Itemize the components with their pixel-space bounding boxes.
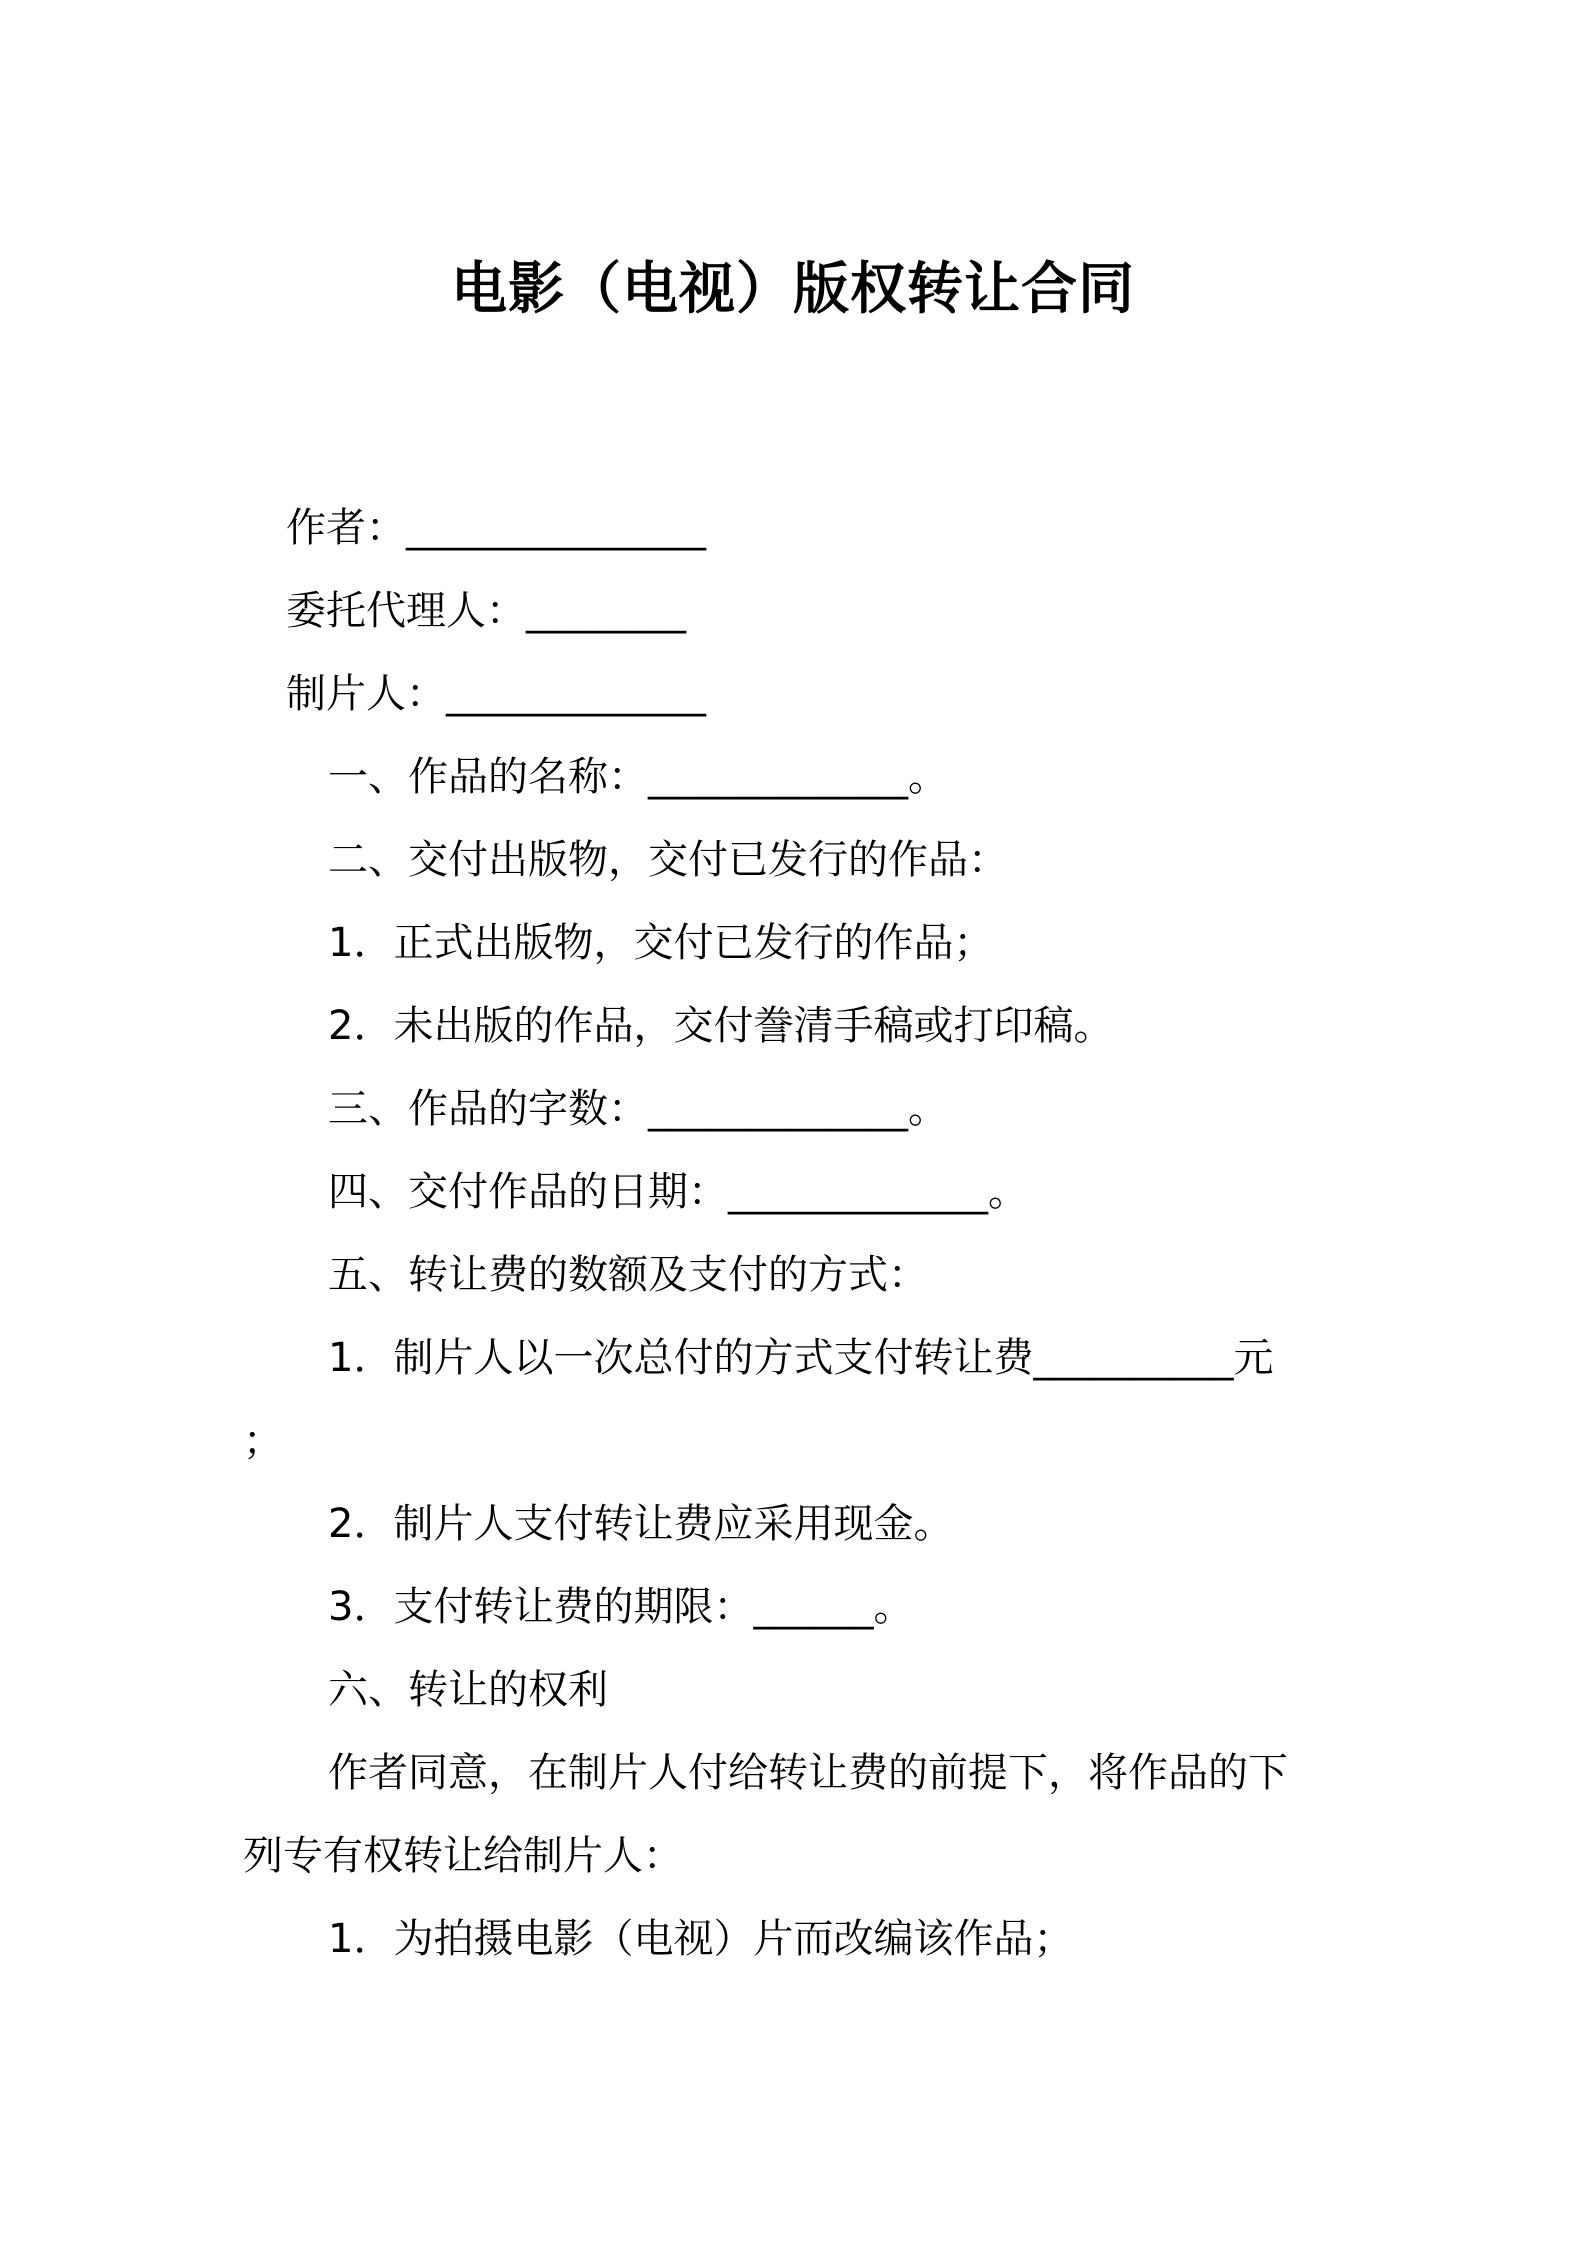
clause-6-item-1: 1．为拍摄电影（电视）片而改编该作品； [328,1916,1074,1962]
clause-5-fee: 五、转让费的数额及支付的方式： [328,1252,928,1298]
clause-1-work-name: 一、作品的名称：_____________。 [328,754,948,800]
agent-field: 委托代理人：________ [286,588,686,634]
clause-3-word-count: 三、作品的字数：_____________。 [328,1086,948,1132]
clause-5-item-1: 1．制片人以一次总付的方式支付转让费__________元 [328,1335,1274,1381]
author-field: 作者：_______________ [286,505,706,551]
clause-2-delivery: 二、交付出版物，交付已发行的作品： [328,837,1008,883]
clause-6-paragraph-continued: 列专有权转让给制片人： [243,1833,683,1879]
clause-5-item-2: 2．制片人支付转让费应采用现金。 [328,1501,954,1547]
page-title: 电影（电视）版权转让合同 [451,257,1135,322]
clause-6-rights: 六、转让的权利 [328,1667,608,1713]
clause-4-delivery-date: 四、交付作品的日期：_____________。 [328,1169,1028,1215]
clause-6-paragraph: 作者同意，在制片人付给转让费的前提下，将作品的下 [328,1750,1288,1796]
clause-2-item-2: 2．未出版的作品，交付誊清手稿或打印稿。 [328,1003,1114,1049]
clause-5-item-1-continued: ； [243,1418,283,1464]
clause-2-item-1: 1．正式出版物，交付已发行的作品； [328,920,994,966]
producer-field: 制片人：_____________ [286,671,706,717]
clause-5-item-3: 3．支付转让费的期限：______。 [328,1584,914,1630]
